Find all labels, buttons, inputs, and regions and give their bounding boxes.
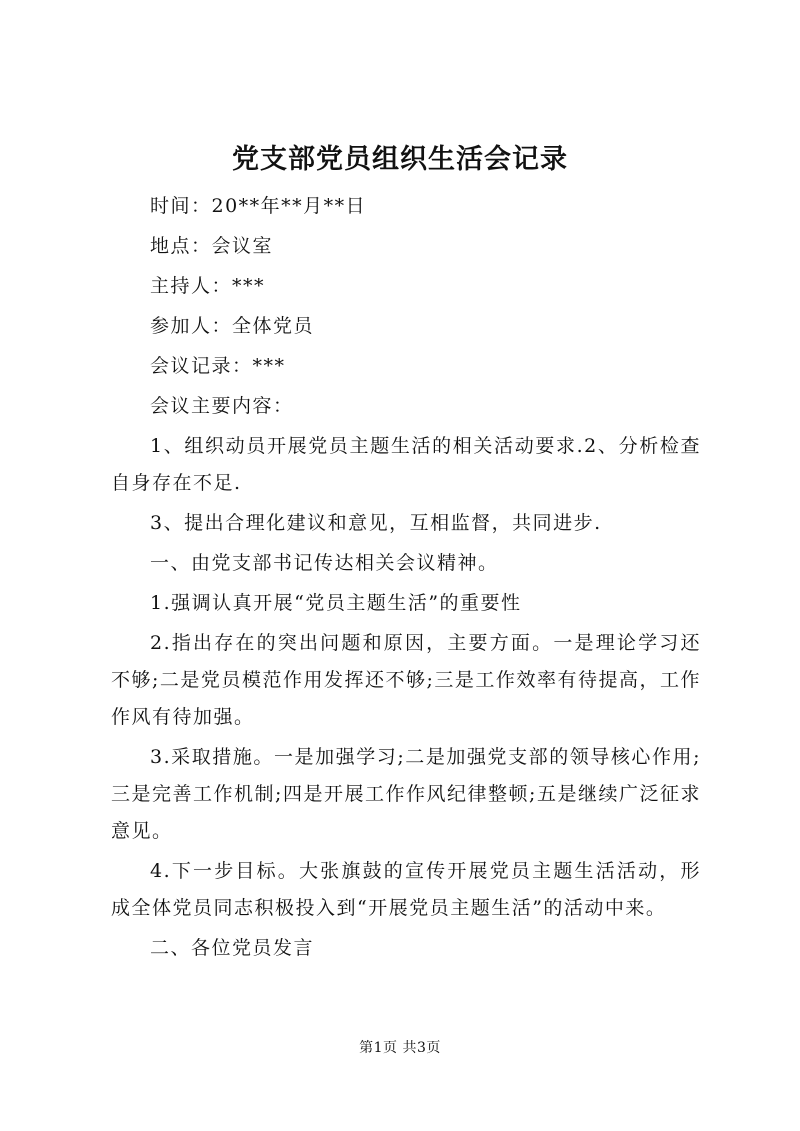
content-paragraph: 3、提出合理化建议和意见，互相监督，共同进步. (150, 512, 602, 534)
content-paragraph: 4.下一步目标。大张旗鼓的宣传开展党员主题生活活动，形成全体党员同志积极投入到“开展党员主题生活”的活动中来。 (111, 860, 701, 919)
meeting-time: 时间：20**年**月**日 (150, 195, 367, 217)
meeting-recorder: 会议记录：*** (150, 355, 286, 377)
content-paragraph: 1、组织动员开展党员主题生活的相关活动要求.2、分析检查自身存在不足. (111, 435, 701, 494)
content-paragraph: 3.采取措施。一是加强学习;二是加强党支部的领导核心作用;三是完善工作机制;四是开展工作作风纪律整顿;五是继续广泛征求意见。 (111, 746, 701, 842)
section-heading-2: 二、各位党员发言 (150, 937, 315, 959)
content-paragraph: 1.强调认真开展“党员主题生活”的重要性 (150, 592, 522, 614)
page-number: 第1页 共3页 (359, 1040, 441, 1056)
meeting-location: 地点：会议室 (150, 235, 274, 257)
meeting-content-heading: 会议主要内容： (150, 395, 294, 417)
document-body (111, 188, 701, 970)
section-heading-1: 一、由党支部书记传达相关会议精神。 (150, 552, 499, 574)
meeting-attendees: 参加人：全体党员 (150, 315, 315, 337)
content-paragraph: 2.指出存在的突出问题和原因，主要方面。一是理论学习还不够;二是党员模范作用发挥还不够;三是工作效率有待提高，工作作风有待加强。 (111, 632, 701, 728)
meeting-host: 主持人：*** (150, 275, 266, 297)
document-title: 党支部党员组织生活会记录 (232, 144, 568, 175)
